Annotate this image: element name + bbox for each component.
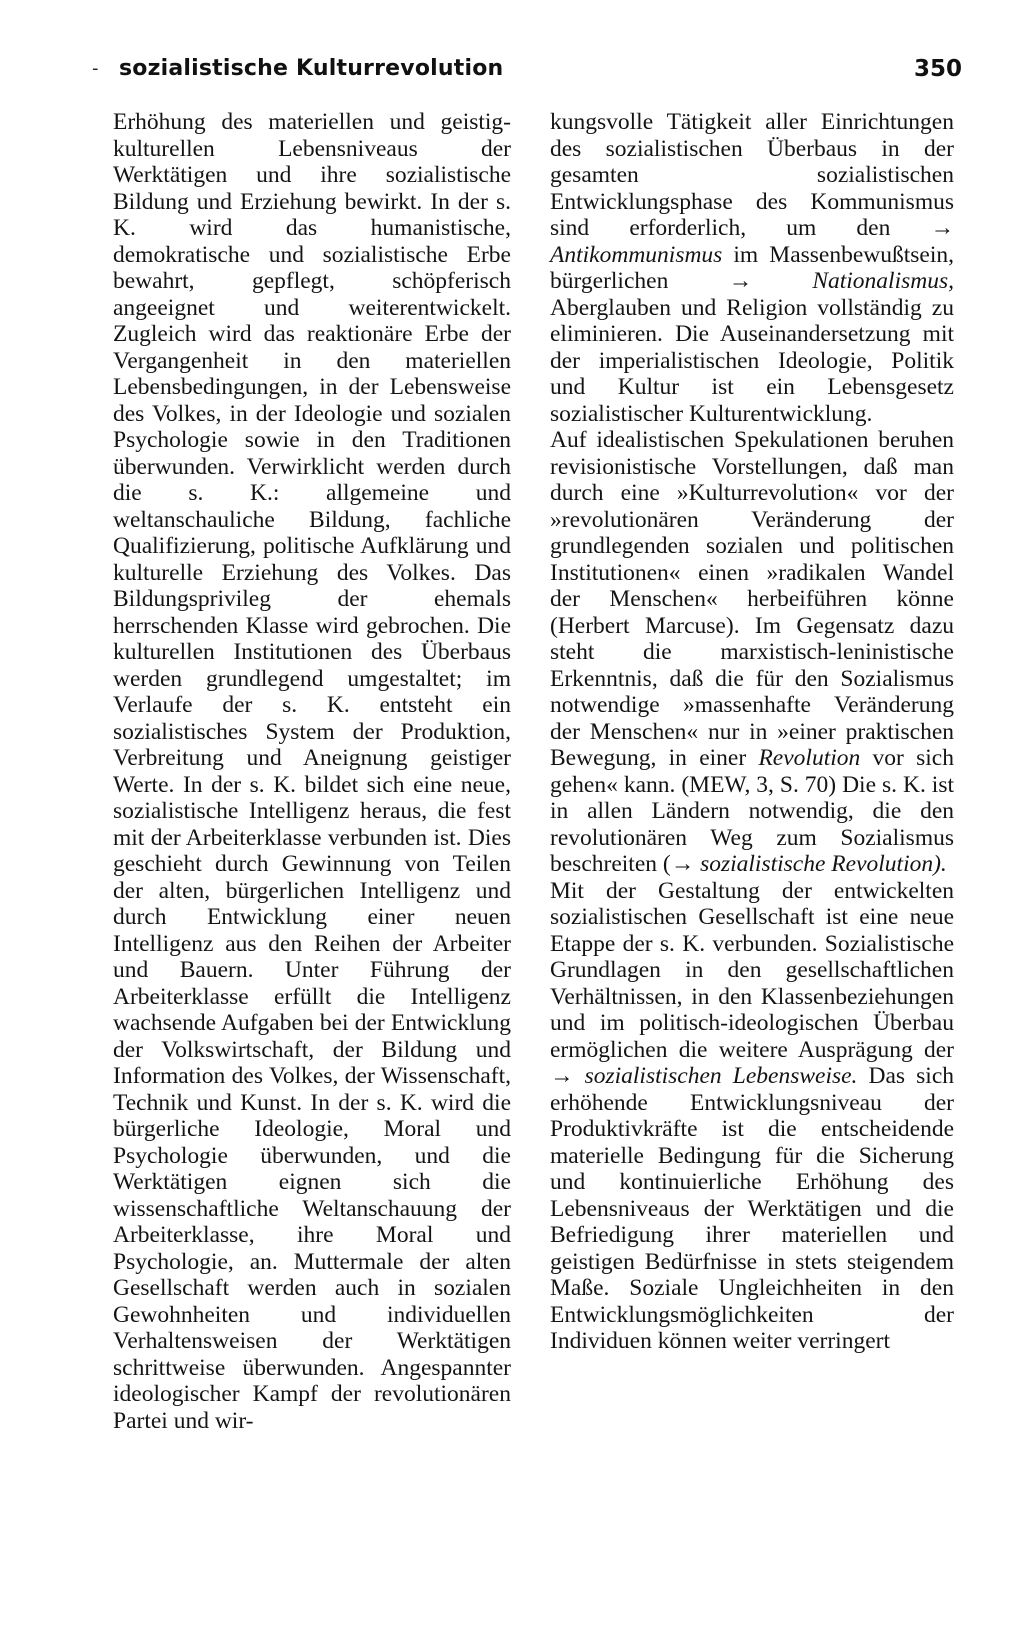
right-paragraph-1 xyxy=(550,109,954,427)
cross-reference-sozialistische-revolution: → sozialistische Revolution). xyxy=(670,851,947,877)
text-run: kungsvolle Tätigkeit aller Einrichtungen des sozialistischen Überbaus in der gesamten sozialistischen Entwicklungsphase des Kommunismus sind erforderlich, um den xyxy=(550,109,954,241)
left-column xyxy=(113,109,511,1434)
right-column xyxy=(550,109,954,1355)
right-paragraph-3 xyxy=(550,878,954,1355)
page-header xyxy=(92,54,962,90)
cross-reference-sozialistische-lebensweise: → sozialistischen Lebensweise. xyxy=(550,1063,858,1089)
text-run: Auf idealistischen Spekulationen beruhen revisionistische Vorstellungen, daß man durch eine »Kulturrevolution« vor der »revolutionären Veränderung der grundlegenden sozialen und politischen Institutionen« einen »radikalen Wandel der Menschen« herbeiführen könne (Herbert Marcuse). Im Gegensatz dazu steht die marxistisch-leninistische Erkenntnis, daß die für den Sozialismus notwendige »massenhafte Veränderung der Menschen« nur in »einer praktischen Bewegung, in einer xyxy=(550,427,954,771)
right-paragraph-2 xyxy=(550,427,954,878)
emphasis-revolution: Revolution xyxy=(758,745,861,771)
text-run: vor sich gehen« kann. (MEW, 3, S. 70) Die s. K. ist in allen Ländern notwendig, die den revolutionären Weg zum Sozialismus beschreiten ( xyxy=(550,745,954,877)
cross-reference-nationalismus: → Nationalismus, xyxy=(728,268,954,294)
text-run: Mit der Gestaltung der entwickelten sozialistischen Gesellschaft ist eine neue Etappe der s. K. verbunden. Sozialistische Grundlagen in den gesellschaftlichen Verhältnissen, in den Klassenbeziehungen und im politisch-ideologischen Überbau ermöglichen die weitere Ausprägung der xyxy=(550,877,954,1063)
cross-reference-antikommunismus: → Antikommunismus xyxy=(550,215,954,268)
header-dash: - xyxy=(92,58,99,79)
page-number: 350 xyxy=(913,56,962,82)
left-paragraph-1: Erhöhung des materiellen und geistig-kulturellen Lebensniveaus der Werktätigen und ihre sozialistische Bildung und Erziehung bewirkt. In der s. K. wird das humanistische, demokratische und sozialistische Erbe bewahrt, gepflegt, schöpferisch angeeignet und weiterentwickelt. Zugleich wird das reaktionäre Erbe der Vergangenheit in den materiellen Lebensbedingungen, in der Lebensweise des Volkes, in der Ideologie und sozialen Psychologie sowie in den Traditionen überwunden. Verwirklicht werden durch die s. K.: allgemeine und weltanschauliche Bildung, fachliche Qualifizierung, politische Aufklärung und kulturelle Erziehung des Volkes. Das Bildungsprivileg der ehemals herrschenden Klasse wird gebrochen. Die kulturellen Institutionen des Überbaus werden grundlegend umgestaltet; im Verlaufe der s. K. entsteht ein sozialistisches System der Produktion, Verbreitung und Aneignung geistiger Werte. In der s. K. bildet sich eine neue, sozialistische Intelligenz heraus, die fest mit der Arbeiterklasse verbunden ist. Dies geschieht durch Gewinnung von Teilen der alten, bürgerlichen Intelligenz und durch Entwicklung einer neuen Intelligenz aus den Reihen der Arbeiter und Bauern. Unter Führung der Arbeiterklasse erfüllt die Intelligenz wachsende Aufgaben bei der Entwicklung der Volkswirtschaft, der Bildung und Information des Volkes, der Wissenschaft, Technik und Kunst. In der s. K. wird die bürgerliche Ideologie, Moral und Psychologie überwunden, und die Werktätigen eignen sich die wissenschaftliche Weltanschauung der Arbeiterklasse, ihre Moral und Psychologie, an. Muttermale der alten Gesellschaft werden auch in sozialen Gewohnheiten und individuellen Verhaltensweisen der Werktätigen schrittweise überwunden. Angespannter ideologischer Kampf der revolutionären Partei und wir- xyxy=(113,109,511,1434)
text-run: Aberglauben und Religion vollständig zu eliminieren. Die Auseinandersetzung mit der imperialistischen Ideologie, Politik und Kultur ist ein Lebensgesetz sozialistischer Kulturentwicklung. xyxy=(550,294,954,427)
running-title: sozialistische Kulturrevolution xyxy=(119,56,504,81)
text-run: im Massenbewußtsein, bürgerlichen xyxy=(550,241,954,294)
text-run: Das sich erhöhende Entwicklungsniveau der Produktivkräfte ist die entscheidende materielle Bedingung für die Sicherung und kontinuierliche Erhöhung des Lebensniveaus der Werktätigen und die Befriedigung ihrer materiellen und geistigen Bedürfnisse in stets steigendem Maße. Soziale Ungleichheiten in den Entwicklungsmöglichkeiten der Individuen können weiter verringert xyxy=(550,1063,954,1354)
